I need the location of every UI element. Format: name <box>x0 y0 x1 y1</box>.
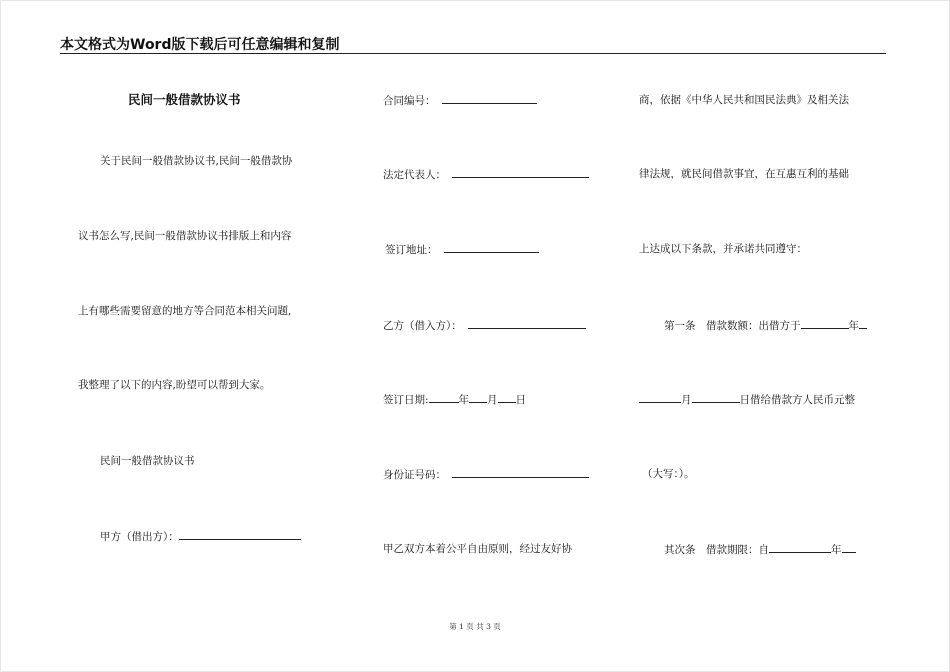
sign-date-year-blank <box>429 392 459 403</box>
sign-date-year: 年 <box>458 394 470 406</box>
col3-line-2: 律法规，就民间借款事宜，在互惠互利的基础 <box>639 168 849 180</box>
party-a-label: 甲方（借出方）： <box>100 531 179 543</box>
contract-no-blank <box>442 93 537 104</box>
subtitle: 民间一般借款协议书 <box>100 455 195 467</box>
id-no-label: 身份证号码： <box>383 469 446 481</box>
col3-line-1: 商，依据《中华人民共和国民法典》及相关法 <box>639 94 849 106</box>
sign-date-month: 月 <box>487 394 498 406</box>
article-1-month-blank <box>639 392 681 403</box>
sign-date-month-blank <box>469 392 487 403</box>
sign-place-blank <box>444 242 539 253</box>
document-title: 民间一般借款协议书 <box>128 92 241 107</box>
id-no-line <box>383 467 589 482</box>
sign-date-day: 日 <box>515 394 527 406</box>
contract-no-line <box>383 93 537 108</box>
article-1-month: 月 <box>681 394 692 406</box>
sign-date-line <box>383 392 526 407</box>
intro-line-4: 我整理了以下的内容,盼望可以帮到大家。 <box>78 379 271 391</box>
sign-place-line <box>385 242 539 257</box>
legal-rep-blank <box>452 167 589 178</box>
article-1-year-blank <box>801 318 849 329</box>
col3-line-3: 上达成以下条款，并承诺共同遵守： <box>639 243 807 255</box>
article-1-cont-line <box>639 392 855 407</box>
article-2-head: 其次条 借款期限：自 <box>664 544 769 556</box>
article-1-trail-blank <box>859 318 867 329</box>
sign-date-day-blank <box>498 392 516 403</box>
legal-rep-line <box>383 167 589 182</box>
article-2-line <box>664 542 856 557</box>
article-1-year: 年 <box>848 320 859 332</box>
principle-line: 甲乙双方本着公平自由原则，经过友好协 <box>383 543 572 555</box>
article-1-head: 第一条 借款数额：出借方于 <box>664 320 801 332</box>
party-a-blank <box>179 529 301 540</box>
article-1-tail: 日借给借款方人民币元整 <box>739 394 855 406</box>
intro-line-1: 关于民间一般借款协议书,民间一般借款协 <box>100 155 293 167</box>
header-rule <box>60 53 886 54</box>
article-1-day-blank <box>692 392 740 403</box>
sign-date-label: 签订日期: <box>383 394 429 406</box>
intro-line-2: 议书怎么写,民间一般借款协议书排版上和内容 <box>78 230 292 242</box>
capital-amount-line: （大写：）。 <box>642 468 695 480</box>
party-b-blank <box>468 318 586 329</box>
id-no-blank <box>452 467 589 478</box>
article-2-trail-blank <box>842 542 856 553</box>
document-header: 本文格式为Word版下载后可任意编辑和复制 <box>60 37 340 53</box>
article-2-year-blank <box>769 542 831 553</box>
legal-rep-label: 法定代表人： <box>383 169 446 181</box>
party-b-label: 乙方（借入方）： <box>383 320 462 332</box>
page-number: 第 1 页 共 3 页 <box>449 622 501 631</box>
contract-no-label: 合同编号： <box>383 95 436 107</box>
sign-place-label: 签订地址： <box>385 244 438 256</box>
party-b-line <box>383 318 586 333</box>
article-1-line <box>664 318 867 333</box>
party-a-line <box>100 529 301 544</box>
intro-line-3: 上有哪些需要留意的地方等合同范本相关问题, <box>78 305 292 317</box>
article-2-year: 年 <box>831 544 842 556</box>
